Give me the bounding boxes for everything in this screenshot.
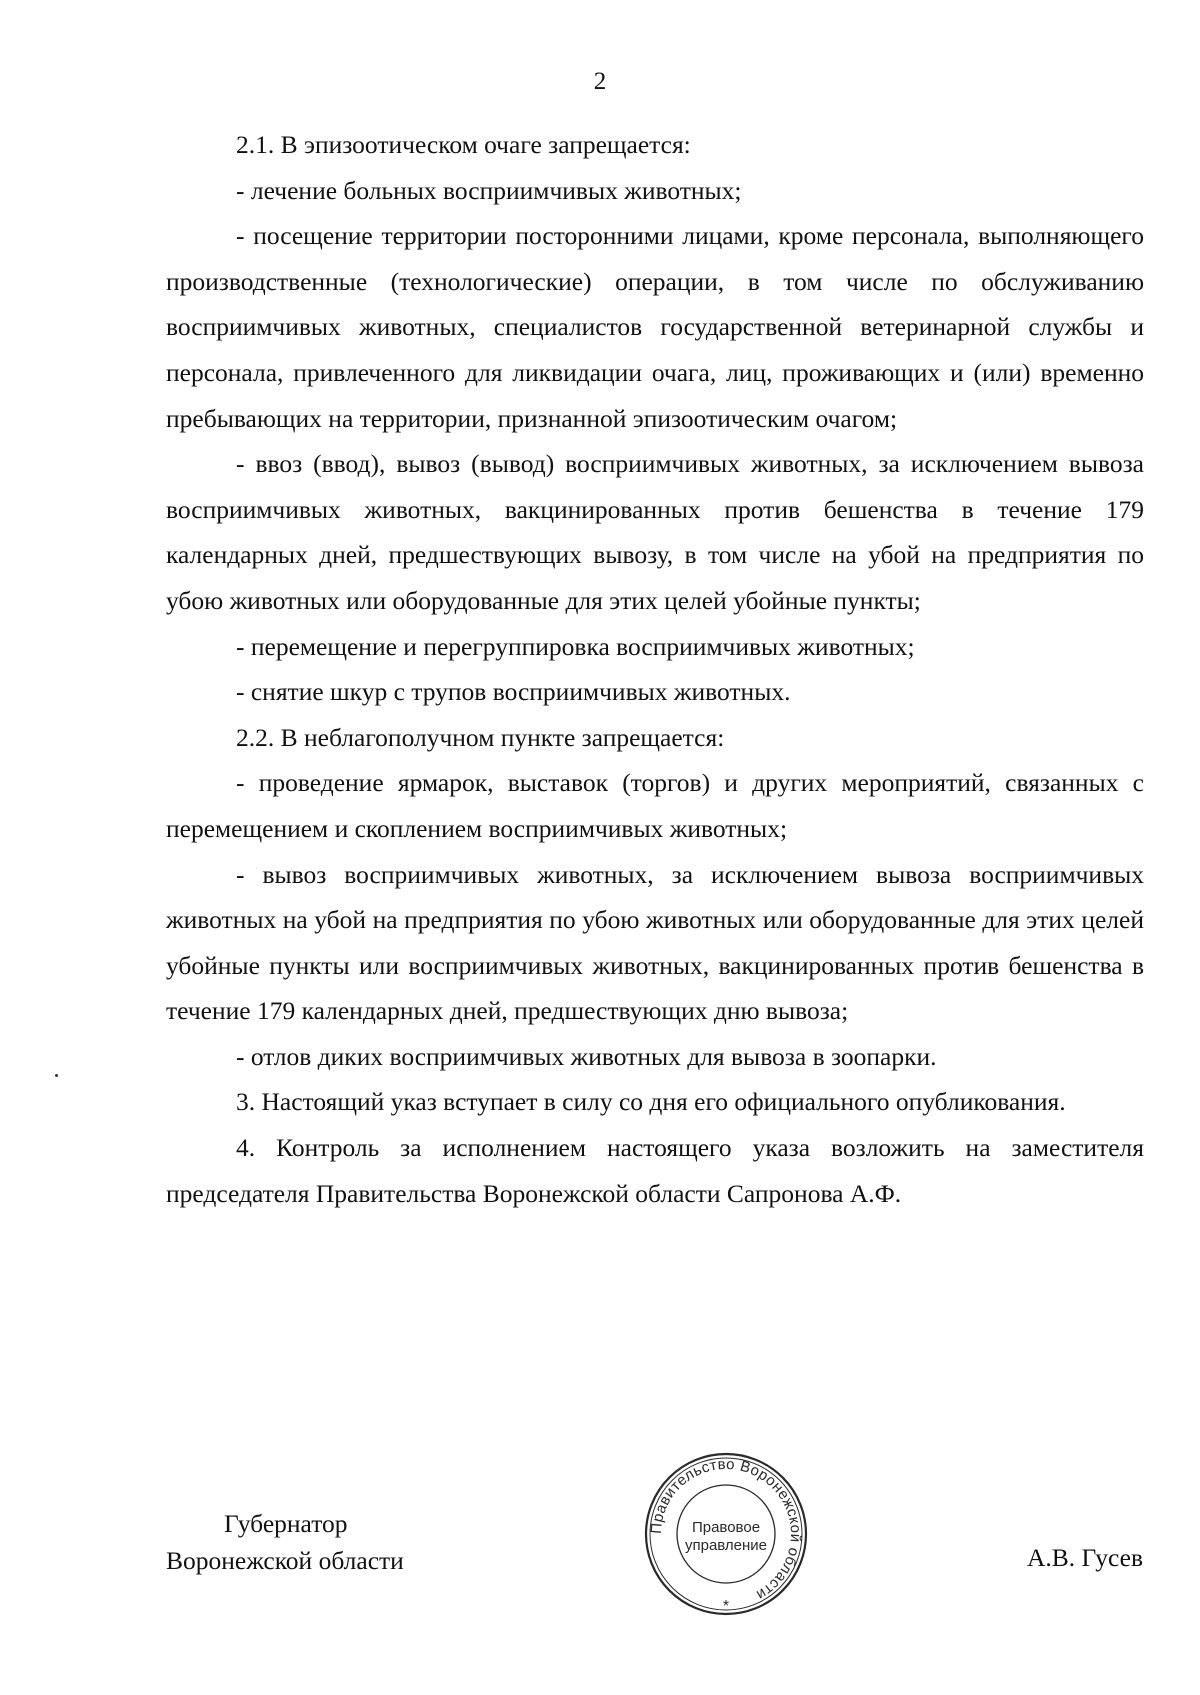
scan-speck xyxy=(55,1074,58,1077)
paragraph-fairs-ban: - проведение ярмарок, выставок (торгов) и других мероприятий, связанных с перемещением и скоплением восприимчивых животных; xyxy=(166,768,1144,843)
paragraph-3-effective: 3. Настоящий указ вступает в силу со дня его официального опубликования. xyxy=(236,1087,1066,1117)
paragraph-2-1-heading: 2.1. В эпизоотическом очаге запрещается: xyxy=(236,130,691,159)
document-body xyxy=(166,122,1144,1216)
paragraph-treatment-ban: - лечение больных восприимчивых животных; xyxy=(236,175,742,205)
paragraph-removal-ban: - вывоз восприимчивых животных, за исключением вывоза восприимчивых животных на убой на предприятия по убою животных или оборудованные для этих целей убойные пункты или восприимчивых животных, вакцинированных против бешенства в течение 179 календарных дней, предшествующих дню вывоза; xyxy=(166,859,1144,1026)
paragraph-2-2-heading: 2.2. В неблагополучном пункте запрещается: xyxy=(236,722,725,752)
signatory-name: А.В. Гусев xyxy=(1026,1543,1143,1572)
stamp-center-line-1: Правовое xyxy=(691,1519,761,1536)
page-number: 2 xyxy=(593,68,607,95)
paragraph-import-export-ban: - ввоз (ввод), вывоз (вывод) восприимчивых животных, за исключением вывоза восприимчивых животных, вакцинированных против бешенства в течение 179 календарных дней, предшествующих вывозу, в том числе на убой на предприятия по убою животных или оборудованные для этих целей убойные пункты; xyxy=(166,449,1144,615)
paragraph-capture-ban: - отлов диких восприимчивых животных для вывоза в зоопарки. xyxy=(236,1041,937,1071)
paragraph-movement-ban: - перемещение и перегруппировка восприимчивых животных; xyxy=(236,631,915,661)
official-stamp xyxy=(642,1450,810,1618)
stamp-center-line-2: управление xyxy=(684,1537,768,1554)
paragraph-visit-ban: - посещение территории посторонними лицами, кроме персонала, выполняющего производственные (технологические) операции, в том числе по обслуживанию восприимчивых животных, специалистов государственной ветеринарной службы и персонала, привлеченного для ликвидации очага, лиц, проживающих и (или) временно пребывающих на территории, признанной эпизоотическим очагом; xyxy=(166,221,1144,433)
signatory-position: Губернатор xyxy=(224,1509,348,1538)
stamp-star: * xyxy=(722,1598,730,1615)
signatory-title xyxy=(166,1505,404,1579)
paragraph-skinning-ban: - снятие шкур с трупов восприимчивых животных. xyxy=(236,677,791,707)
stamp-ring-text: Правительство Воронежской области xyxy=(647,1455,805,1604)
paragraph-4-control: 4. Контроль за исполнением настоящего указа возложить на заместителя председателя Правительства Воронежской области Сапронова А.Ф. xyxy=(166,1133,1144,1208)
signatory-region: Воронежской области xyxy=(166,1546,404,1575)
